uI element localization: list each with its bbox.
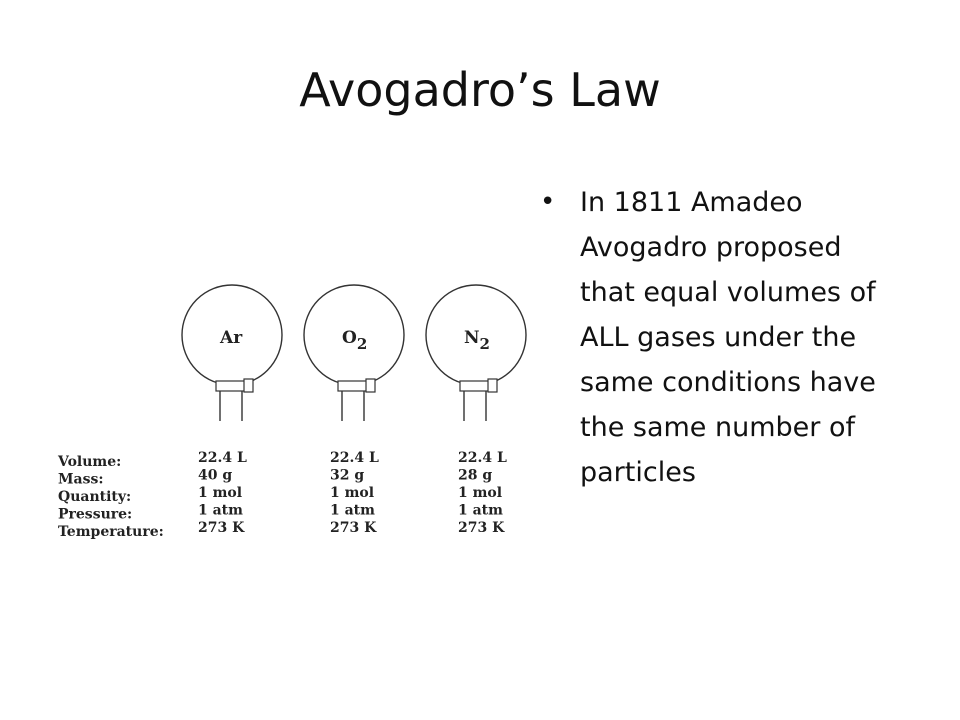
flask-gas-subscript: 2 [479, 335, 490, 353]
bullet-item [540, 180, 900, 495]
flask-clamp [338, 381, 368, 391]
table-cell: 40 g [198, 467, 233, 484]
bullet-dot-icon: • [540, 187, 556, 217]
flask-gas-label: Ar [220, 328, 243, 348]
table-cell: 1 mol [330, 485, 375, 501]
table-cell: 22.4 L [330, 450, 379, 466]
slide-title: Avogadro’s Law [299, 63, 661, 117]
table-cell: 32 g [330, 467, 365, 484]
table-cell: 273 K [198, 520, 245, 536]
table-row-label: Volume: [58, 454, 122, 470]
flask-clamp-tab [488, 379, 497, 392]
table-cell: 22.4 L [198, 450, 247, 466]
table-cell: 273 K [458, 520, 505, 536]
table-cell: 22.4 L [458, 450, 507, 466]
table-cell: 273 K [330, 520, 377, 536]
flask-gas-label: N2 [464, 328, 490, 353]
table-cell: 28 g [458, 467, 493, 484]
flask-gas-subscript: 2 [356, 335, 368, 353]
bullet-list [540, 180, 900, 495]
flask-clamp [460, 381, 490, 391]
table-cell: 1 mol [458, 485, 503, 501]
flask-clamp-tab [366, 379, 375, 392]
bullet-text: In 1811 Amadeo Avogadro proposed that equal volumes of ALL gases under the same conditions have the same number of particles [580, 187, 876, 488]
table-row-label: Quantity: [58, 489, 132, 505]
flask-clamp-tab [244, 379, 253, 392]
table-row-label: Pressure: [58, 506, 133, 523]
table-row-label: Mass: [58, 471, 104, 488]
table-cell: 1 atm [330, 502, 375, 519]
table-row-label: Temperature: [58, 524, 164, 540]
flask-gas-label: O2 [342, 328, 368, 353]
gas-flasks-illustration [48, 280, 528, 570]
table-cell: 1 atm [198, 502, 243, 519]
table-cell: 1 mol [198, 485, 243, 501]
flask-clamp [216, 381, 246, 391]
table-cell: 1 atm [458, 502, 503, 519]
gas-flasks-figure [48, 280, 528, 570]
